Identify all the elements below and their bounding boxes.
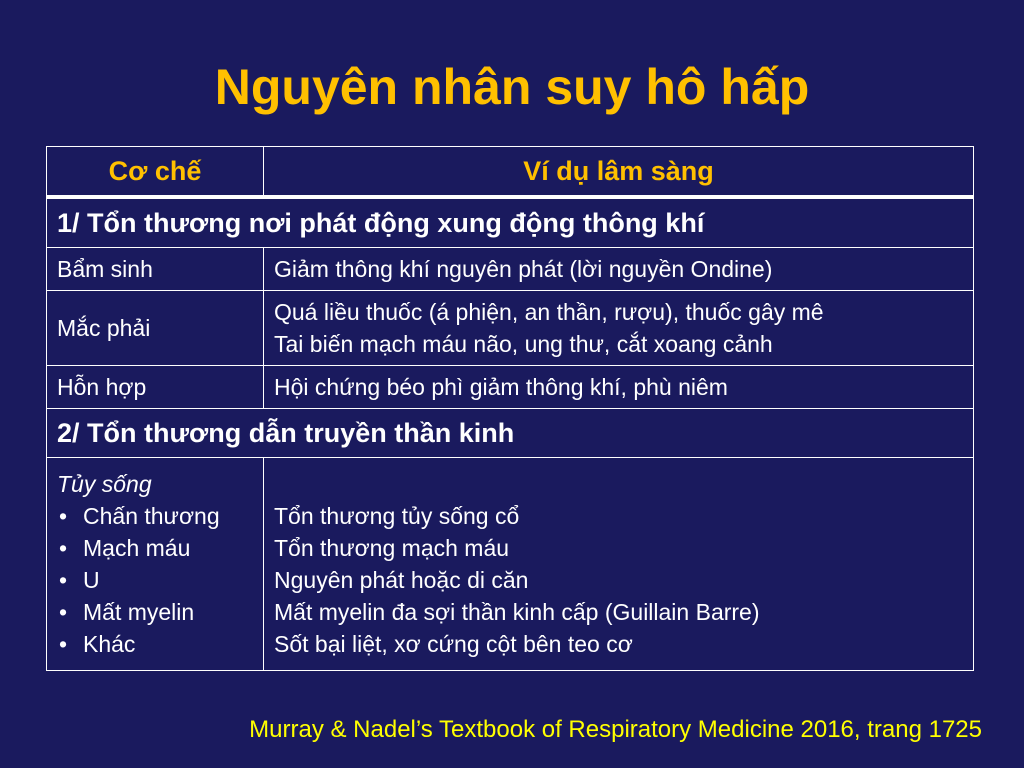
table-row bbox=[47, 248, 974, 291]
table-row bbox=[47, 458, 974, 671]
mechanism-cell bbox=[47, 458, 264, 671]
example-line: Hội chứng béo phì giảm thông khí, phù niêm bbox=[274, 374, 728, 400]
citation: Murray & Nadel’s Textbook of Respiratory Medicine 2016, trang 1725 bbox=[249, 716, 982, 743]
examples-cell bbox=[264, 366, 974, 409]
example-line: Mất myelin đa sợi thần kinh cấp (Guillain Barre) bbox=[274, 599, 760, 625]
examples-cell bbox=[264, 291, 974, 366]
header-clinical-examples: Ví dụ lâm sàng bbox=[264, 147, 974, 198]
examples-cell bbox=[264, 458, 974, 671]
example-line: Tổn thương mạch máu bbox=[274, 535, 510, 561]
list-item: • Chấn thương bbox=[57, 500, 253, 532]
list-item: • Mạch máu bbox=[57, 532, 253, 564]
spinal-heading: Tủy sống bbox=[57, 471, 152, 497]
example-line: Giảm thông khí nguyên phát (lời nguyền Ondine) bbox=[274, 256, 773, 282]
spinal-mechanism-list bbox=[57, 500, 253, 660]
section-row-2 bbox=[47, 409, 974, 458]
example-line: Quá liều thuốc (á phiện, an thần, rượu), thuốc gây mê bbox=[274, 299, 824, 325]
example-line: Nguyên phát hoặc di căn bbox=[274, 567, 529, 593]
table-row bbox=[47, 291, 974, 366]
causes-table bbox=[46, 146, 974, 671]
section-row-1 bbox=[47, 197, 974, 248]
mechanism-cell: Mắc phải bbox=[47, 291, 264, 366]
list-item: • Mất myelin bbox=[57, 596, 253, 628]
spinal-examples bbox=[274, 500, 963, 660]
section-title-1: 1/ Tổn thương nơi phát động xung động thông khí bbox=[47, 197, 974, 248]
list-item: • U bbox=[57, 564, 253, 596]
table-header-row bbox=[47, 147, 974, 198]
header-mechanism: Cơ chế bbox=[47, 147, 264, 198]
mechanism-cell: Hỗn hợp bbox=[47, 366, 264, 409]
slide-title: Nguyên nhân suy hô hấp bbox=[214, 59, 810, 115]
section-title-2: 2/ Tổn thương dẫn truyền thần kinh bbox=[47, 409, 974, 458]
example-line: Sốt bại liệt, xơ cứng cột bên teo cơ bbox=[274, 631, 633, 657]
example-line: Tai biến mạch máu não, ung thư, cắt xoang cảnh bbox=[274, 331, 773, 357]
table-row bbox=[47, 366, 974, 409]
mechanism-cell: Bẩm sinh bbox=[47, 248, 264, 291]
list-item: • Khác bbox=[57, 628, 253, 660]
examples-cell bbox=[264, 248, 974, 291]
example-line: Tổn thương tủy sống cổ bbox=[274, 503, 520, 529]
